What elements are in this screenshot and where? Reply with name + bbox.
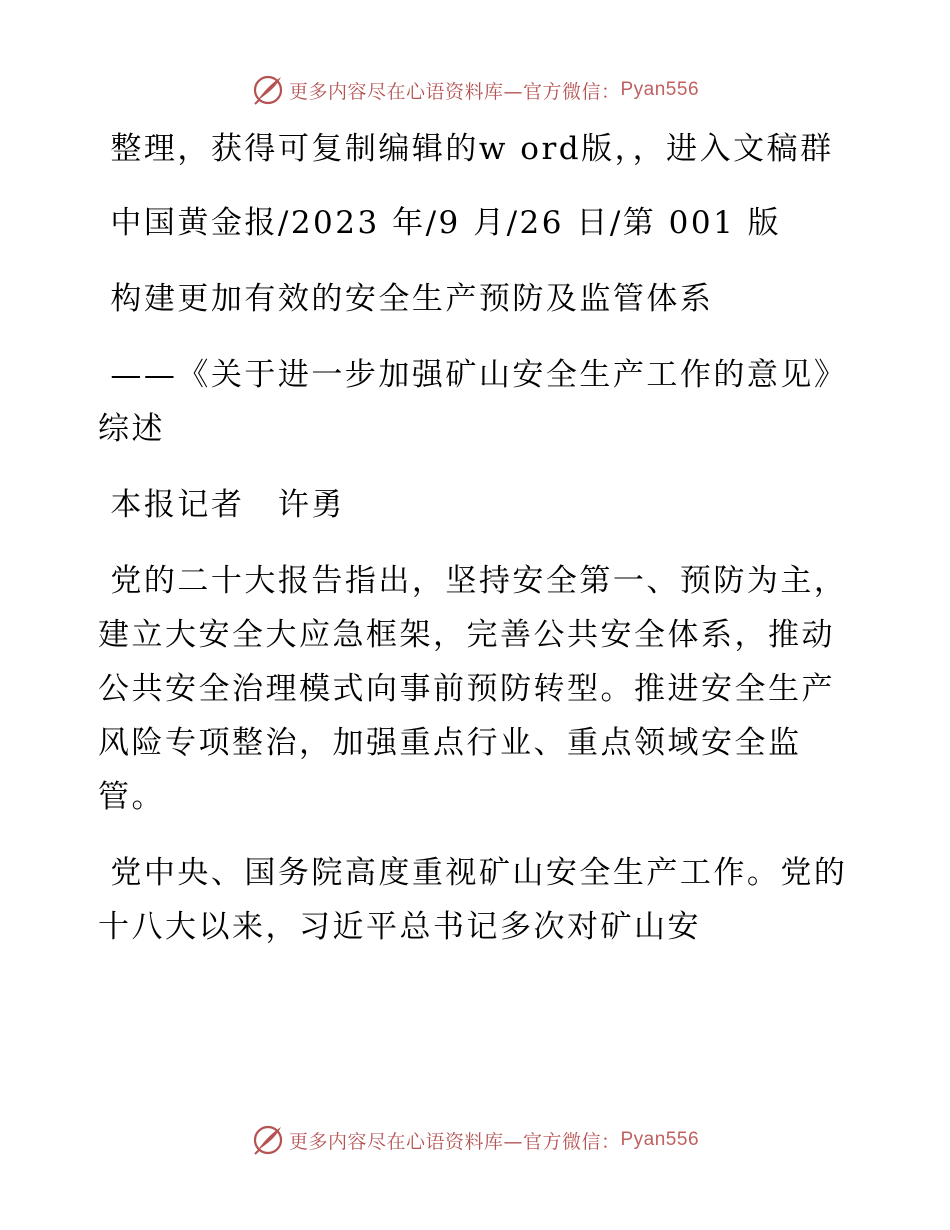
quill-pen-circle-icon [251,73,285,107]
watermark-text: 更多内容尽在心语资料库—官方微信： [288,1130,621,1153]
footer-watermark [0,1120,950,1160]
watermark-id: Pyan556 [620,1129,700,1150]
body-paragraph: 党的二十大报告指出，坚持安全第一、预防为主，建立大安全大应急框架，完善公共安全体系，推动公共安全治理模式向事前预防转型。推进安全生产风险专项整治，加强重点行业、重点领域安全监管。 [98,563,848,815]
source-line: 中国黄金报/2023 年/9 月/26 日/第 001 版 [110,205,782,241]
quill-pen-circle-icon [251,1123,285,1157]
article-subtitle: ——《关于进一步加强矿山安全生产工作的意见》综述 [98,357,848,447]
watermark-text: 更多内容尽在心语资料库—官方微信： [288,80,621,103]
byline: 本报记者 许勇 [110,487,345,523]
body-paragraph: 党中央、国务院高度重视矿山安全生产工作。党的十八大以来，习近平总书记多次对矿山安 [98,855,848,945]
doc-note: 整理，获得可复制编辑的w ord版，，进入文稿群 [110,131,834,167]
header-watermark [0,70,950,110]
article-title: 构建更加有效的安全生产预防及监管体系 [110,281,714,317]
document-body [98,122,858,976]
watermark-id: Pyan556 [620,79,700,100]
